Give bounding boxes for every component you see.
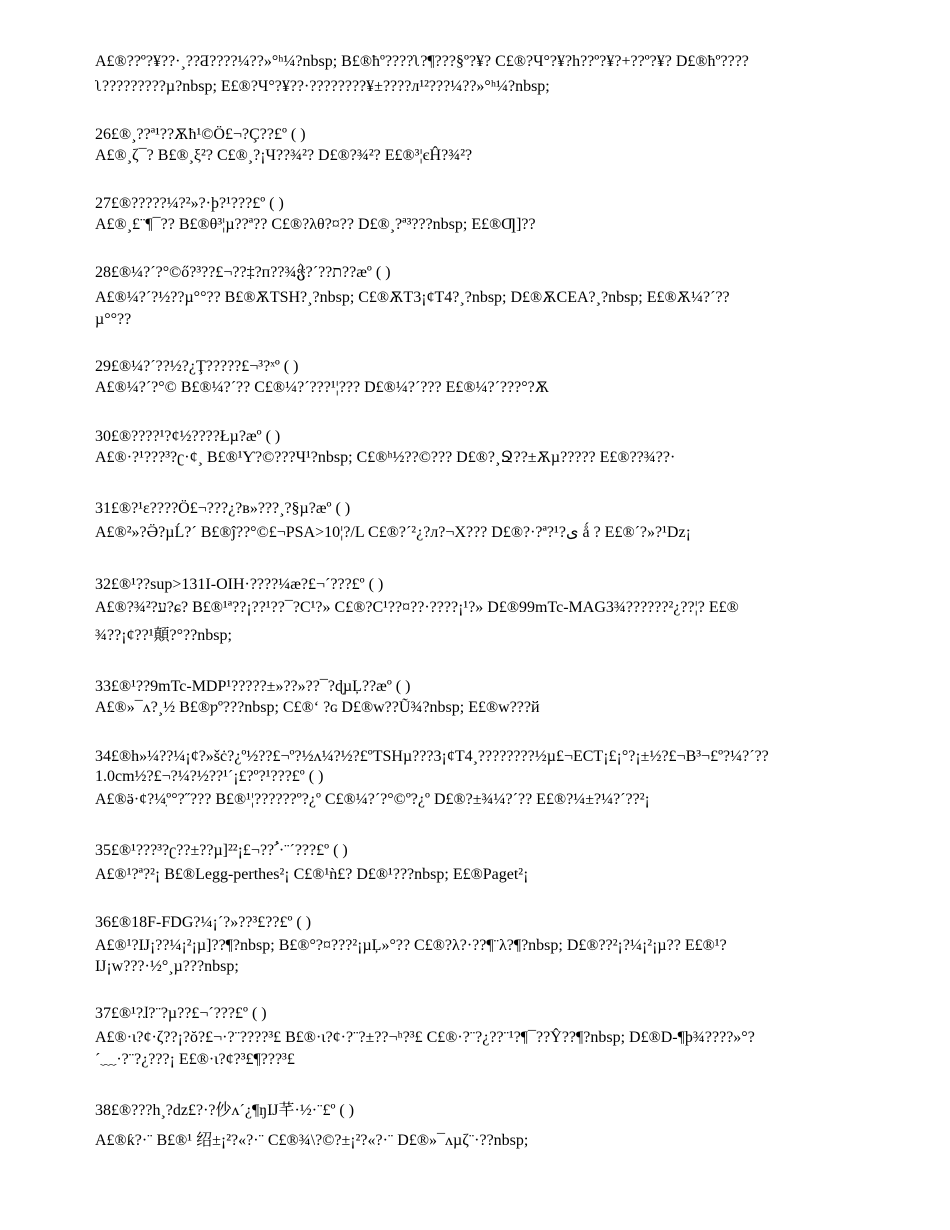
option-line: A£®»¯ʌ?¸½ B£®ƿº???nbsp; C£®ʻ ?ɢ D£®w??Ũ¾?nbsp; E£®w???й <box>95 699 540 716</box>
option-line: A£®¼?´?½??µ°°?? B£®ѪTSH?¸?nbsp; C£®ѪT3¡¢T4?¸?nbsp; D£®ѪCEA?¸?nbsp; E£®Ѫ¼?´?? <box>95 289 730 306</box>
question-text: 37£®¹?ɺ?¨?µ??£¬´???£º ( ) <box>95 1005 267 1022</box>
option-line: A£®ӛ·¢?¼ֽº°?˝??? B£®¹¦??????º?¿º C£®¼?´?°©º?¿º D£®?±¾¼?´?? E£®?¼±?¼?´??²¡ <box>95 791 650 808</box>
question-text: 31£®?¹ɛ????Ö£¬???¿?в»???¸?§µ?æº ( ) <box>95 500 351 517</box>
option-line: A£®ƙ?·¨ B£®¹ 绍±¡²?«?·¨ C£®¾\?©?±¡²?«?·¨ D£®»¯ʌµζ¨·??nbsp; <box>95 1132 529 1149</box>
option-line: A£®¹?ª?²¡ B£®Legg-perthes²¡ C£®¹ǹ£? D£®¹???nbsp; E£®Paget²¡ <box>95 866 529 883</box>
option-line: ´﹏·?¨?¿???¡ E£®·ι?¢?³£¶???³£ <box>95 1051 295 1068</box>
question-text: 35£®¹???³?ʗ??±??µ]²²¡£¬??ﹸ·¨´???£º ( ) <box>95 842 348 859</box>
question-text: 34£®h»¼??¼¡¢?»šċ?¿º½??£¬º?½ʌ¼?½?£ºTSHµ???3¡¢T4¸????????½µ£¬ECT¡£¡°?¡±½?£¬B³¬£º?¼?´?? <box>95 748 769 765</box>
question-text: 32£®¹??sup>131I-OIH·????¼ӕ?£¬´???£º ( ) <box>95 576 384 593</box>
question-text: 1.0cm½?£¬?¼?½??¹´¡£?º?¹???£º ( ) <box>95 768 324 785</box>
question-text: 38£®???h¸?dz£?·?仯ʌ´¿¶ŋĲ芊·½·¨£º ( ) <box>95 1102 355 1119</box>
option-line: A£®¸£¨¶¯?? B£®θ³¦µ??ª?? C£®?λθ?¤?? D£®¸?ª³???nbsp; E£®Ƣ]?? <box>95 216 536 233</box>
option-line: ʅ?????????µ?nbsp; E£®?Ч°?¥??·????????¥±????л¹²???¼??»°ʰ¼?nbsp; <box>95 78 550 95</box>
option-line: A£®²»?Ӛ?µĹ?´ B£®ĵ??°©£¬PSA>10¦?/L C£®?´²¿?л?¬X??? D£®?·?ª?¹?ی ǻ ? E£®´?»?¹Dz¡ <box>95 524 691 541</box>
question-text: 28£®¼?´?°©ő?³??£¬??‡?п??¾ჭ?´??ת??æº ( ) <box>95 264 391 281</box>
question-text: 27£®?????¼?²»?·þ?¹???£º ( ) <box>95 195 284 212</box>
question-text: 33£®¹??9mTc-MDP¹?????±»??»??¯?ɖµĻ??æº ( ) <box>95 678 411 695</box>
option-line: A£®??º?¥??·¸??Ƌ????¼??»°ʰ¼?nbsp; B£®ħº????ʅ?¶???§º?¥? C£®?Ч°?¥?h??º?¥?+??º?¥? D£®ħº???? <box>95 53 749 70</box>
question-text: 36£®18F-FDG?¼¡´?»??³£??£º ( ) <box>95 914 312 931</box>
option-line: Ĳ¡w???·½°¸µ???nbsp; <box>95 958 239 975</box>
option-line: µ°°?? <box>95 311 132 328</box>
option-line: A£®¼?´?°© B£®¼?´?? C£®¼?´???¹¦??? D£®¼?´??? E£®¼?´???°?Ѫ <box>95 379 550 396</box>
option-line: A£®·?¹???³?ʗ·¢¸ B£®¹Ƴ?©???Ч¹?nbsp; C£®ʰ½??©??? D£®?¸Ջ??±Ѫµ????? E£®??¾??· <box>95 449 676 466</box>
question-text: 26£®¸??ª¹??Ѫħ¹©Ö£¬?Ç??£º ( ) <box>95 126 306 143</box>
question-text: 30£®????¹?¢½????Łµ?æº ( ) <box>95 428 281 445</box>
option-line: A£®¸ζ¯? B£®¸ξ²? C£®¸?¡Ч??¾²? D£®?¾²? E£®³¦єĤ?¾²? <box>95 147 473 164</box>
option-line: A£®?¾²?ע?ɕ? B£®¹ª??¡??¹??¯?C¹?» C£®?C¹??¤??·????¡¹?» D£®99mTc-MAG3¾??????²¿??¦? E£® <box>95 599 739 616</box>
option-line: A£®·ι?¢·ζ??¡?ŏ?£¬·?¨????³£ B£®·ι?¢·?¨?±??¬ʰ?³£ C£®·?¨?¿??¨¹?¶¯??Ŷ??¶?nbsp; D£®D-¶þ¾????»°? <box>95 1029 755 1046</box>
question-text: 29£®¼?´??½?¿Ţ?????£¬³?ˣº ( ) <box>95 358 299 375</box>
option-line: A£®¹?Ĳ¡??¼¡²¡µ]??¶?nbsp; B£®°?¤???²¡µĻ»°?? C£®?λ?·??¶¨λ?¶?nbsp; D£®??²¡?¼¡²¡µ?? E£®¹? <box>95 937 727 954</box>
option-line: ¾??¡¢??¹顛?°??nbsp; <box>95 627 232 644</box>
